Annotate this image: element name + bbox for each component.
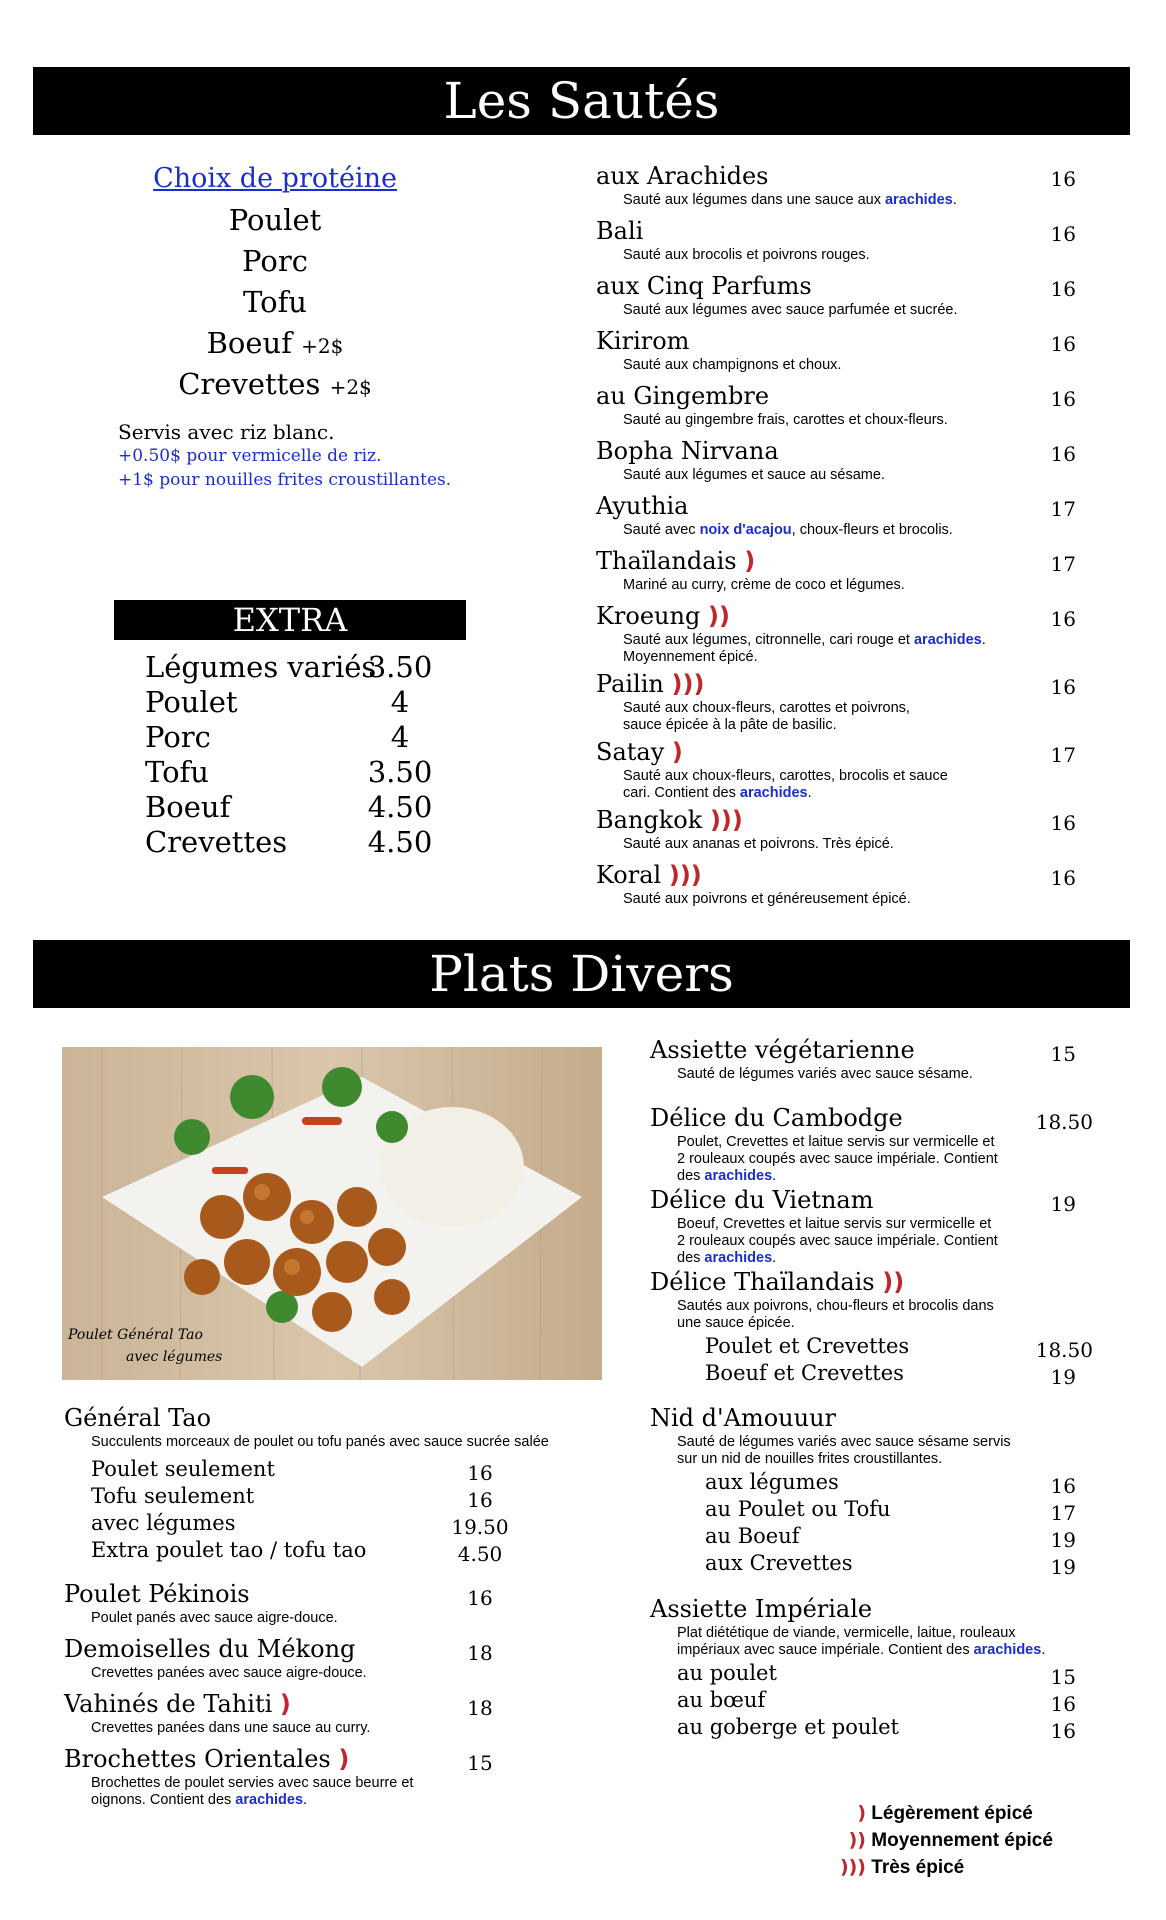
protein-boeuf: Boeuf +2$ [206,326,344,360]
price: 19 [1050,1365,1076,1389]
price: 16 [1050,1692,1076,1716]
menu-item-thailandais: Thaïlandais ) Mariné au curry, crème de coco et légumes. [596,547,905,593]
price: 17 [1050,497,1076,521]
menu-item-koral: Koral ))) Sauté aux poivrons et généreusement épicé. [596,861,911,907]
saute-banner: Les Sautés [33,67,1130,135]
chili-icon: )) [707,602,730,630]
price: 16 [1050,811,1076,835]
option-label: aux légumes [705,1470,839,1494]
price: 17 [1050,552,1076,576]
price: 4.50 [457,1542,503,1566]
option-label: avec légumes [91,1511,236,1535]
price: 16 [1050,387,1076,411]
price: 17 [1050,743,1076,767]
extra-banner: EXTRA [114,600,466,640]
price: 16 [1050,607,1076,631]
chili-icon: )) [882,1268,905,1296]
legend-row: ) Légèrement épicé [830,1800,1090,1827]
menu-item-delice-cambodge: Délice du Cambodge Poulet, Crevettes et laitue servis sur vermicelle et 2 rouleaux coupés avec sauce impériale. Contient des arachides. [650,1104,998,1184]
chili-icon: ))) [839,1856,866,1878]
chili-icon: ))) [671,670,705,698]
legend-row: )) Moyennement épicé [830,1827,1090,1854]
option-label: Boeuf et Crevettes [705,1361,904,1385]
price: 15 [1050,1665,1076,1689]
price: 16 [1050,1474,1076,1498]
menu-item-pailin: Pailin ))) Sauté aux choux-fleurs, carottes et poivrons, sauce épicée à la pâte de basilic. [596,670,910,733]
price: 18.50 [1035,1338,1093,1362]
menu-item-satay: Satay ) Sauté aux choux-fleurs, carottes, brocolis et sauce cari. Contient des arachides. [596,738,948,801]
chili-icon: ) [671,738,683,766]
price: 16 [467,1461,493,1485]
price: 19.50 [451,1515,509,1539]
extra-row: Porc 4 [145,720,410,754]
price: 16 [1050,442,1076,466]
option-label: au Boeuf [705,1524,800,1548]
menu-item-bopha-nirvana: Bopha Nirvana Sauté aux légumes et sauce au sésame. [596,437,885,483]
protein-supplement: +2$ [329,375,372,399]
price: 16 [1050,675,1076,699]
menu-item-kroeung: Kroeung )) Sauté aux légumes, citronnelle, cari rouge et arachides. Moyennement épicé. [596,602,986,665]
chili-icon: ) [744,547,756,575]
divers-banner: Plats Divers [33,940,1130,1008]
menu-item-kirirom: Kirirom Sauté aux champignons et choux. [596,327,842,373]
price: 16 [1050,277,1076,301]
price: 16 [1050,866,1076,890]
extra-row: Crevettes 4.50 [145,825,433,859]
option-label: au Poulet ou Tofu [705,1497,891,1521]
option-label: Poulet seulement [91,1457,275,1481]
price: 19 [1050,1528,1076,1552]
option-label: aux Crevettes [705,1551,853,1575]
photo-caption: Poulet Général Tao [68,1327,203,1343]
chili-icon: ) [338,1745,350,1773]
menu-item-vahines-tahiti: Vahinés de Tahiti ) Crevettes panées dans une sauce au curry. [64,1690,371,1736]
price: 18 [467,1641,493,1665]
price: 16 [1050,332,1076,356]
photo-caption: avec légumes [126,1349,223,1365]
nouilles-note: +1$ pour nouilles frites croustillantes. [118,470,452,490]
menu-item-assiette-imperiale: Assiette Impériale Plat diététique de viande, vermicelle, laitue, rouleaux impériaux avec sauce impériale. Contient des arachides. [650,1595,1046,1658]
protein-poulet: Poulet [228,203,322,237]
dish-photo [62,1047,602,1380]
protein-supplement: +2$ [301,334,344,358]
chili-icon: )) [848,1829,866,1851]
option-label: Extra poulet tao / tofu tao [91,1538,367,1562]
price: 19 [1050,1192,1076,1216]
extra-row: Boeuf 4.50 [145,790,433,824]
price: 19 [1050,1555,1076,1579]
vermicelle-note: +0.50$ pour vermicelle de riz. [118,446,382,466]
menu-item-demoiselles-mekong: Demoiselles du Mékong Crevettes panées avec sauce aigre-douce. [64,1635,367,1681]
menu-item-brochettes-orientales: Brochettes Orientales ) Brochettes de poulet servies avec sauce beurre et oignons. Contient des arachides. [64,1745,414,1808]
price: 15 [467,1751,493,1775]
price: 16 [467,1586,493,1610]
chili-icon: ) [279,1690,291,1718]
price: 18 [467,1696,493,1720]
rice-note: Servis avec riz blanc. [118,420,335,444]
option-label: Poulet et Crevettes [705,1334,910,1358]
menu-item-ayuthia: Ayuthia Sauté avec noix d'acajou, choux-fleurs et brocolis. [596,492,953,538]
menu-item-delice-thailandais: Délice Thaïlandais )) Sautés aux poivrons, chou-fleurs et brocolis dans une sauce épicée. [650,1268,994,1331]
price: 16 [1050,167,1076,191]
option-label: Tofu seulement [91,1484,255,1508]
option-label: au goberge et poulet [677,1715,899,1739]
menu-item-general-tao: Général Tao Succulents morceaux de poulet ou tofu panés avec sauce sucrée salée [64,1404,549,1450]
menu-item-poulet-pekinois: Poulet Pékinois Poulet panés avec sauce aigre-douce. [64,1580,338,1626]
price: 16 [1050,222,1076,246]
extra-row: Poulet 4 [145,685,410,719]
protein-title[interactable]: Choix de protéine [153,163,397,194]
menu-item-gingembre: au Gingembre Sauté au gingembre frais, carottes et choux-fleurs. [596,382,948,428]
protein-tofu: Tofu [243,285,307,319]
price: 16 [1050,1719,1076,1743]
chili-icon: ) [857,1802,866,1824]
extra-row: Tofu 3.50 [145,755,433,789]
option-label: au poulet [677,1661,777,1685]
spice-legend [830,1800,1090,1881]
protein-porc: Porc [242,244,308,278]
price: 16 [467,1488,493,1512]
menu-item-assiette-vegetarienne: Assiette végétarienne Sauté de légumes variés avec sauce sésame. [650,1036,973,1082]
menu-item-bangkok: Bangkok ))) Sauté aux ananas et poivrons. Très épicé. [596,806,894,852]
extra-row: Légumes variés 3.50 [145,650,433,684]
menu-item-arachides: aux Arachides Sauté aux légumes dans une sauce aux arachides. [596,162,957,208]
price: 15 [1050,1042,1076,1066]
menu-item-cinq-parfums: aux Cinq Parfums Sauté aux légumes avec sauce parfumée et sucrée. [596,272,958,318]
option-label: au bœuf [677,1688,766,1712]
chili-icon: ))) [668,861,702,889]
menu-item-delice-vietnam: Délice du Vietnam Boeuf, Crevettes et laitue servis sur vermicelle et 2 rouleaux coupés avec sauce impériale. Contient des arachides. [650,1186,998,1266]
menu-item-nid-amour: Nid d'Amouuur Sauté de légumes variés avec sauce sésame servis sur un nid de nouilles frites croustillantes. [650,1404,1011,1467]
legend-row: ))) Très épicé [830,1854,1090,1881]
price: 17 [1050,1501,1076,1525]
chili-icon: ))) [709,806,743,834]
menu-item-bali: Bali Sauté aux brocolis et poivrons rouges. [596,217,870,263]
protein-crevettes: Crevettes +2$ [178,367,372,401]
price: 18.50 [1035,1110,1093,1134]
